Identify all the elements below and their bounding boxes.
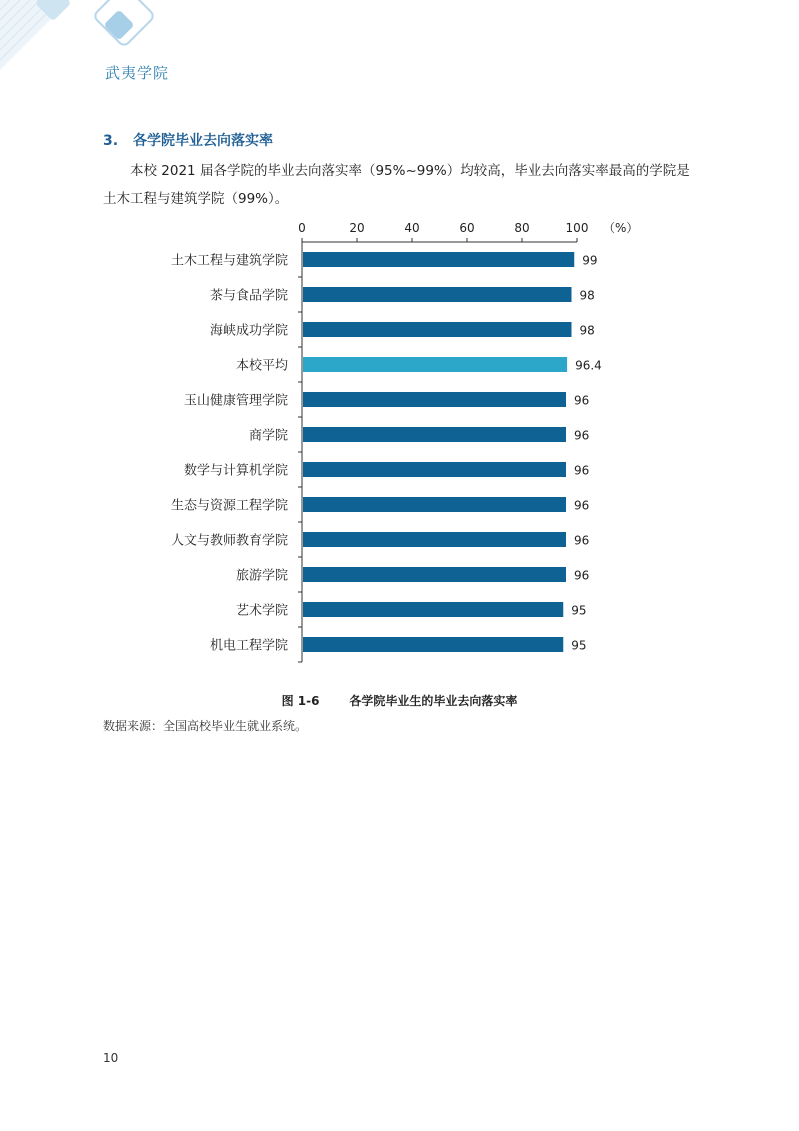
bar-chart <box>0 210 799 680</box>
data-label: 96 <box>574 393 590 408</box>
bar <box>303 532 566 547</box>
bar <box>303 497 566 512</box>
x-tick-label: 0 <box>298 221 306 235</box>
figure-title: 各学院毕业生的毕业去向落实率 <box>349 694 518 708</box>
category-label: 机电工程学院 <box>209 638 288 654</box>
category-label: 人文与教师教育学院 <box>170 533 288 549</box>
data-label: 98 <box>579 288 595 303</box>
data-label: 96 <box>574 498 590 513</box>
bar <box>303 357 567 372</box>
data-label: 96.4 <box>575 358 602 373</box>
category-label: 数学与计算机学院 <box>183 463 288 479</box>
corner-decoration <box>0 0 200 80</box>
x-tick-label: 100 <box>565 221 589 235</box>
paragraph-line-1: 本校 2021 届各学院的毕业去向落实率（95%~99%）均较高，毕业去向落实率最高的学院是 <box>130 163 690 179</box>
bar <box>303 567 566 582</box>
figure-number: 图 1-6 <box>281 694 320 708</box>
data-label: 96 <box>574 463 590 478</box>
bar <box>303 287 572 302</box>
data-label: 96 <box>574 533 590 548</box>
category-label: 海峡成功学院 <box>209 323 288 339</box>
data-label: 95 <box>571 638 587 653</box>
section-title: 各学院毕业去向落实率 <box>133 133 273 149</box>
category-label: 生态与资源工程学院 <box>170 498 288 514</box>
section-heading <box>103 130 273 150</box>
figure-caption <box>0 692 799 709</box>
category-label: 玉山健康管理学院 <box>183 393 288 409</box>
x-axis-unit-label: （%） <box>603 221 639 235</box>
bar <box>303 462 566 477</box>
body-paragraph <box>103 157 693 213</box>
bar <box>303 322 572 337</box>
section-number: 3. <box>103 133 119 149</box>
data-label: 99 <box>582 253 598 268</box>
data-label: 96 <box>574 428 590 443</box>
x-tick-label: 60 <box>459 221 475 235</box>
header-school-name: 武夷学院 <box>105 64 170 82</box>
bar <box>303 602 563 617</box>
category-label: 茶与食品学院 <box>209 288 288 304</box>
data-source-note: 数据来源：全国高校毕业生就业系统。 <box>103 719 308 733</box>
x-tick-label: 80 <box>514 221 530 235</box>
data-label: 98 <box>579 323 595 338</box>
bar-chart-svg <box>0 210 799 680</box>
bar <box>303 252 574 267</box>
data-label: 95 <box>571 603 587 618</box>
bar <box>303 392 566 407</box>
page-number: 10 <box>103 1051 119 1065</box>
category-label: 本校平均 <box>235 358 288 374</box>
x-tick-label: 40 <box>404 221 420 235</box>
bar <box>303 637 563 652</box>
category-label: 旅游学院 <box>235 568 288 584</box>
category-label: 土木工程与建筑学院 <box>170 253 288 269</box>
category-label: 艺术学院 <box>235 603 288 619</box>
paragraph-line-2: 土木工程与建筑学院（99%）。 <box>103 191 289 207</box>
x-tick-label: 20 <box>349 221 365 235</box>
bar <box>303 427 566 442</box>
data-label: 96 <box>574 568 590 583</box>
category-label: 商学院 <box>248 428 288 444</box>
